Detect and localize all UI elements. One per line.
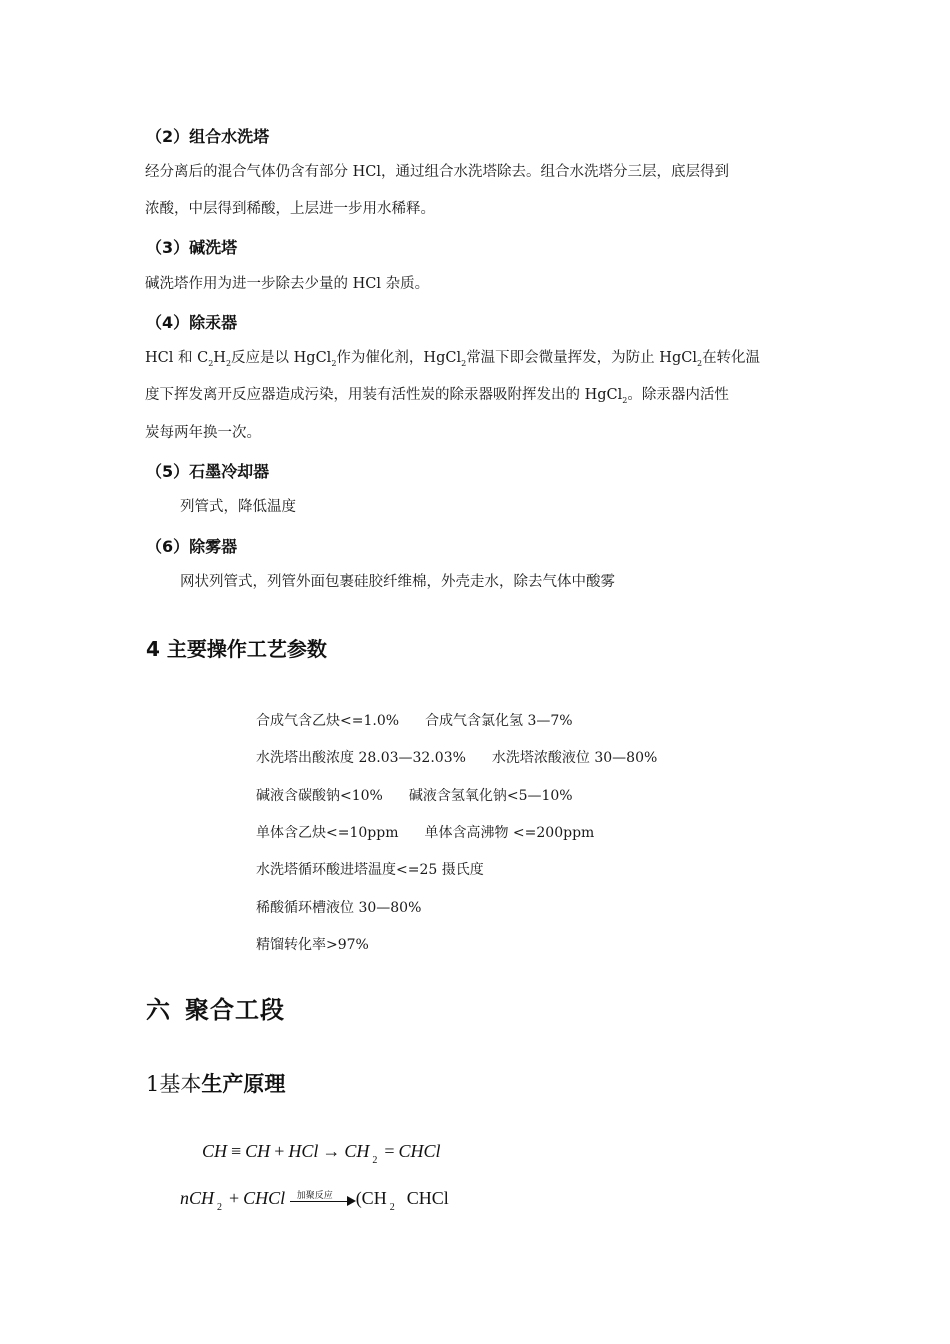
eq-subscript: 2 <box>389 1202 395 1213</box>
subscript: 2 <box>225 359 232 368</box>
param-item: 单体含乙炔<=10ppm <box>256 825 399 841</box>
equation-acetylene-hcl <box>202 1141 441 1166</box>
section-4-line-2 <box>145 385 810 405</box>
section-5-heading: （5）石墨冷却器 <box>146 462 270 481</box>
eq-term: CHCl <box>398 1141 441 1161</box>
section-2-line-1: 经分离后的混合气体仍含有部分 HCl，通过组合水洗塔除去。组合水洗塔分三层，底层得到 <box>145 164 729 180</box>
param-row <box>256 897 421 917</box>
section-params-heading: 4 主要操作工艺参数 <box>146 637 327 661</box>
section-4-line-3: 炭每两年换一次。 <box>145 425 261 441</box>
section-4-heading: （4）除汞器 <box>146 313 238 332</box>
section-2-heading: （2）组合水洗塔 <box>146 127 270 146</box>
text-run: 常温下即会微量挥发，为防止 HgCl <box>466 350 697 366</box>
section-4-line-1 <box>145 348 810 368</box>
param-item: 合成气含氯化氢 3—7% <box>425 713 573 729</box>
equation-polymerization <box>180 1188 449 1213</box>
section-5-line-1: 列管式，降低温度 <box>180 499 296 515</box>
text-run: HCl 和 C <box>145 350 209 366</box>
heading-bold: 生产原理 <box>201 1072 286 1096</box>
param-item: 稀酸循环槽液位 30—80% <box>256 900 422 916</box>
eq-subscript: 2 <box>217 1202 223 1213</box>
param-item: 水洗塔出酸浓度 28.03—32.03% <box>256 750 466 766</box>
param-row <box>256 710 573 730</box>
eq-term: CHCl <box>406 1188 449 1208</box>
section-3-heading: （3）碱洗塔 <box>146 238 238 257</box>
text-run: 反应是以 HgCl <box>231 350 332 366</box>
heading-number: 1 <box>146 1072 160 1096</box>
chapter-title: 聚合工段 <box>185 996 285 1024</box>
param-row <box>256 822 594 842</box>
section-3-line-1: 碱洗塔作用为进一步除去少量的 HCl 杂质。 <box>145 276 430 292</box>
text-run: 度下挥发离开反应器造成污染，用装有活性炭的除汞器吸附挥发出的 HgCl <box>145 387 623 403</box>
param-item: 水洗塔循环酸进塔温度<=25 摄氏度 <box>256 862 484 878</box>
eq-term: CH <box>245 1141 271 1161</box>
eq-operator: + <box>229 1188 240 1208</box>
param-row <box>256 859 484 879</box>
subscript: 2 <box>208 359 214 368</box>
section-2-line-2: 浓酸，中层得到稀酸，上层进一步用水稀释。 <box>145 201 435 217</box>
text-run: 作为催化剂，HgCl <box>336 350 462 366</box>
heading-plain: 基本 <box>159 1072 202 1096</box>
basic-principle-heading <box>146 1068 285 1098</box>
section-6-heading: （6）除雾器 <box>146 537 238 556</box>
text-run: 在转化温 <box>702 350 761 366</box>
eq-term: HCl <box>288 1141 319 1161</box>
param-row <box>256 934 369 954</box>
reaction-arrow <box>290 1190 356 1207</box>
chapter-heading <box>146 990 285 1025</box>
subscript: 2 <box>461 359 467 368</box>
eq-operator: + <box>274 1141 285 1161</box>
eq-term: CH <box>202 1141 228 1161</box>
eq-operator: ≡ <box>231 1141 242 1161</box>
param-row <box>256 747 657 767</box>
param-item: 水洗塔浓酸液位 30—80% <box>491 750 658 766</box>
param-item: 单体含高沸物 <=200ppm <box>424 825 595 841</box>
eq-operator: → <box>322 1141 341 1161</box>
eq-term: CHCl <box>243 1188 286 1208</box>
text-run: 。除汞器内活性 <box>627 387 729 403</box>
param-item: 精馏转化率>97% <box>256 937 369 953</box>
eq-term: (CH <box>355 1188 387 1208</box>
subscript: 2 <box>331 359 337 368</box>
eq-operator: = <box>384 1141 395 1161</box>
subscript: 2 <box>622 396 628 405</box>
eq-term: CH <box>344 1141 370 1161</box>
param-item: 碱液含氢氧化钠<5—10% <box>408 788 573 804</box>
eq-term: nCH <box>180 1188 215 1208</box>
param-row <box>256 785 573 805</box>
param-item: 合成气含乙炔<=1.0% <box>256 713 400 729</box>
subscript: 2 <box>696 359 703 368</box>
eq-subscript: 2 <box>372 1155 378 1166</box>
reaction-arrow-label: 加聚反应 <box>296 1188 334 1201</box>
param-item: 碱液含碳酸钠<10% <box>256 788 383 804</box>
text-run: H <box>213 350 226 366</box>
section-6-line-1: 网状列管式，列管外面包裹硅胶纤维棉，外壳走水，除去气体中酸雾 <box>180 574 615 590</box>
chapter-number: 六 <box>146 996 171 1024</box>
